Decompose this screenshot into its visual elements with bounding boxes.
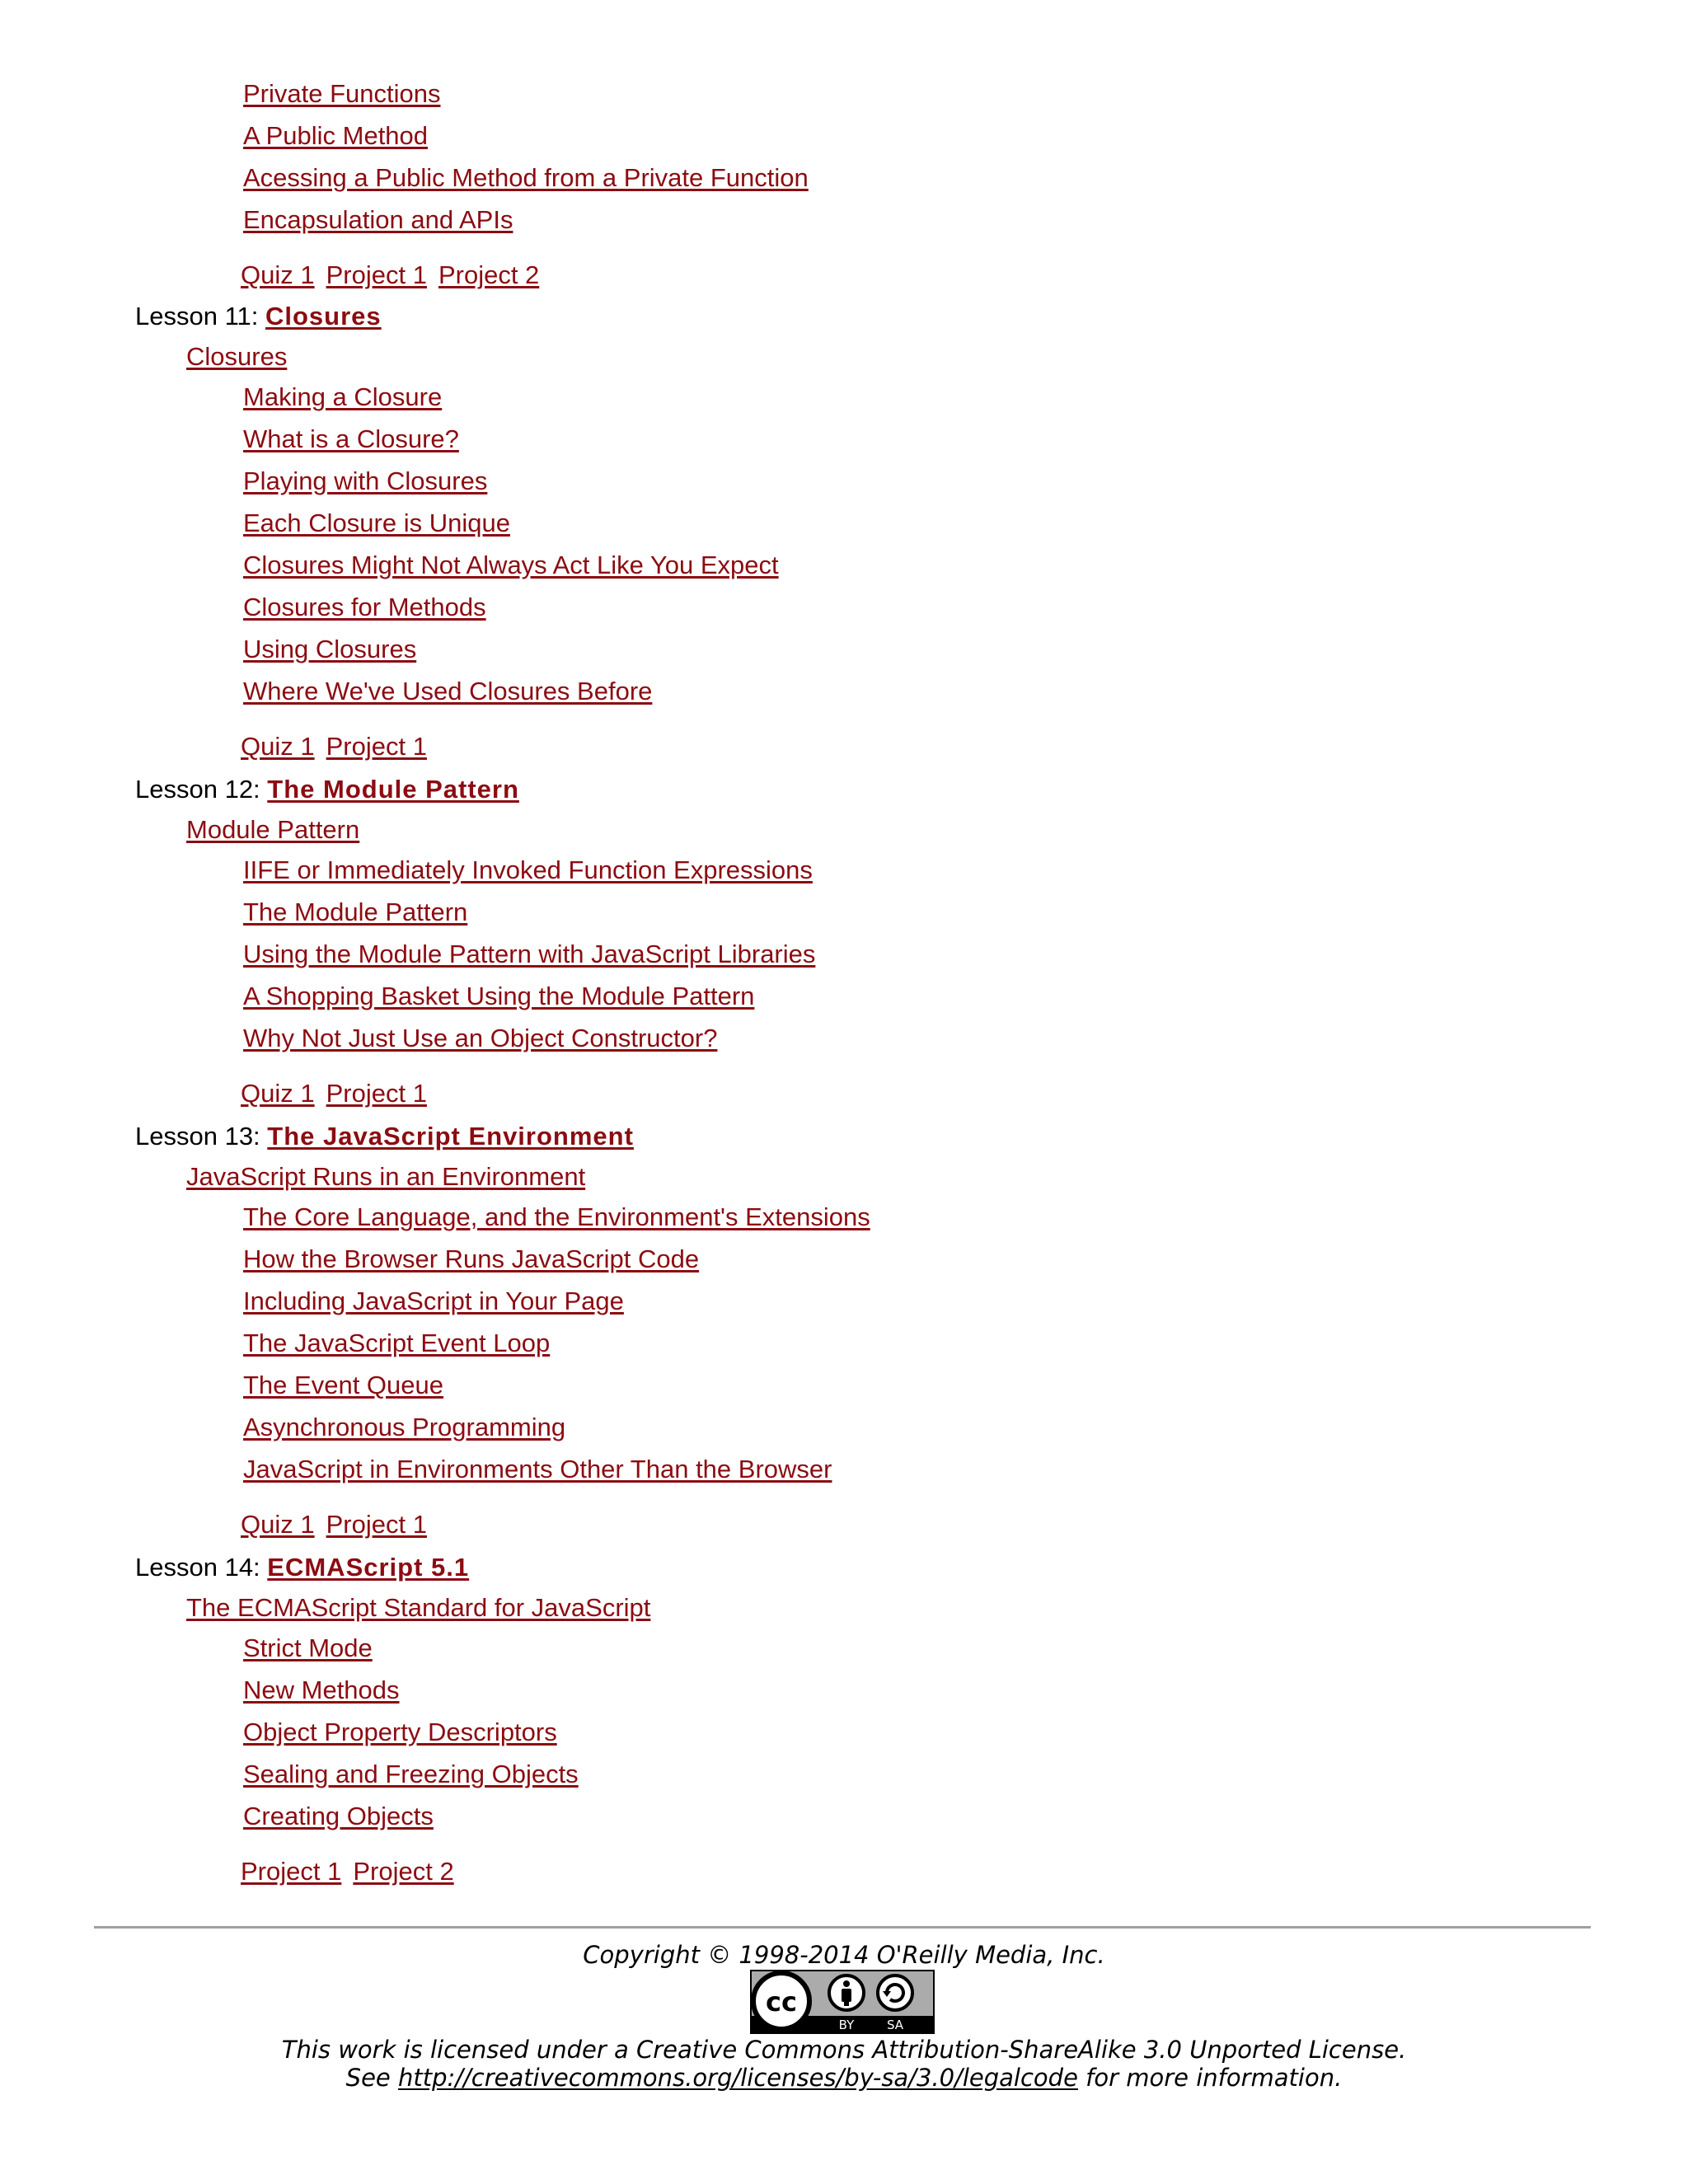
quiz-link[interactable]: Quiz 1 bbox=[241, 1079, 315, 1108]
license-line: This work is licensed under a Creative Commons Attribution-ShareAlike 3.0 Unported License. bbox=[281, 2036, 1407, 2064]
topic-link[interactable]: Why Not Just Use an Object Constructor? bbox=[243, 1024, 718, 1052]
quiz-project-links bbox=[241, 730, 438, 763]
project-link[interactable]: Project 1 bbox=[326, 732, 427, 761]
topic-link[interactable]: Creating Objects bbox=[243, 1802, 434, 1830]
topic-link[interactable]: Each Closure is Unique bbox=[243, 509, 510, 537]
license-see-line bbox=[0, 2064, 1688, 2092]
project-link[interactable]: Project 1 bbox=[241, 1857, 342, 1886]
quiz-project-links bbox=[241, 259, 551, 292]
lesson-title-link[interactable]: ECMAScript 5.1 bbox=[267, 1553, 470, 1582]
copyright-notice: Copyright © 1998-2014 O'Reilly Media, Inc. bbox=[583, 1941, 1105, 1969]
topic-link[interactable]: The Core Language, and the Environment's Extensions bbox=[243, 1202, 870, 1231]
topic-link[interactable]: Closures for Methods bbox=[243, 593, 486, 621]
sa-label: SA bbox=[886, 2018, 904, 2032]
license-url-link[interactable]: http://creativecommons.org/licenses/by-sa/3.0/legalcode bbox=[397, 2064, 1078, 2092]
quiz-link[interactable]: Quiz 1 bbox=[241, 1510, 315, 1539]
lesson-heading bbox=[135, 1551, 469, 1584]
lesson-heading bbox=[135, 773, 519, 806]
lesson-label: Lesson 13: bbox=[135, 1122, 260, 1151]
topic-link[interactable]: Making a Closure bbox=[243, 382, 443, 411]
topic-link[interactable]: A Shopping Basket Using the Module Pattern bbox=[243, 982, 755, 1010]
quiz-project-links bbox=[241, 1855, 466, 1888]
topic-link[interactable]: Sealing and Freezing Objects bbox=[243, 1760, 579, 1788]
topic-link[interactable]: How the Browser Runs JavaScript Code bbox=[243, 1244, 700, 1273]
section-link[interactable]: The ECMAScript Standard for JavaScript bbox=[186, 1593, 651, 1622]
topic-link[interactable]: New Methods bbox=[243, 1675, 400, 1704]
project-link[interactable]: Project 1 bbox=[326, 1079, 427, 1108]
topic-link[interactable]: Encapsulation and APIs bbox=[243, 205, 513, 234]
lesson-heading bbox=[135, 300, 382, 333]
license-notice bbox=[0, 2036, 1688, 2092]
cc-icon-mark: cc bbox=[766, 1986, 797, 2018]
topic-link[interactable]: Private Functions bbox=[243, 79, 441, 108]
project-link[interactable]: Project 1 bbox=[326, 260, 427, 289]
quiz-link[interactable]: Quiz 1 bbox=[241, 732, 315, 761]
topic-link[interactable]: The Event Queue bbox=[243, 1371, 443, 1399]
share-alike-icon bbox=[878, 1975, 912, 2010]
topic-link[interactable]: Where We've Used Closures Before bbox=[243, 677, 653, 705]
topic-link[interactable]: Strict Mode bbox=[243, 1633, 373, 1662]
section-link[interactable]: Closures bbox=[186, 342, 288, 371]
cc-by-sa-license-badge[interactable] bbox=[750, 1970, 935, 2034]
lesson-label: Lesson 14: bbox=[135, 1553, 260, 1582]
topic-link[interactable]: What is a Closure? bbox=[243, 424, 459, 453]
topic-link[interactable]: The JavaScript Event Loop bbox=[243, 1329, 551, 1357]
topic-link[interactable]: A Public Method bbox=[243, 121, 429, 150]
footer-divider bbox=[94, 1926, 1591, 1929]
lesson-title-link[interactable]: Closures bbox=[265, 302, 382, 330]
topic-link[interactable]: Playing with Closures bbox=[243, 466, 488, 495]
topic-link[interactable]: IIFE or Immediately Invoked Function Expressions bbox=[243, 855, 813, 884]
topic-link[interactable]: JavaScript in Environments Other Than the Browser bbox=[243, 1455, 832, 1483]
topic-link[interactable]: Using the Module Pattern with JavaScript Libraries bbox=[243, 940, 816, 968]
project-link[interactable]: Project 2 bbox=[353, 1857, 454, 1886]
section-link[interactable]: Module Pattern bbox=[186, 815, 360, 844]
topic-link[interactable]: Using Closures bbox=[243, 635, 417, 663]
topic-link[interactable]: Acessing a Public Method from a Private Function bbox=[243, 163, 809, 192]
quiz-project-links bbox=[241, 1077, 438, 1110]
license-see-label: See bbox=[345, 2064, 391, 2092]
lesson-title-link[interactable]: The Module Pattern bbox=[267, 775, 519, 804]
lesson-title-link[interactable]: The JavaScript Environment bbox=[267, 1122, 634, 1151]
lesson-label: Lesson 11: bbox=[135, 302, 259, 330]
topic-link[interactable]: Including JavaScript in Your Page bbox=[243, 1286, 624, 1315]
project-link[interactable]: Project 2 bbox=[438, 260, 540, 289]
topic-link[interactable]: The Module Pattern bbox=[243, 898, 468, 926]
topic-link[interactable]: Object Property Descriptors bbox=[243, 1718, 557, 1746]
quiz-link[interactable]: Quiz 1 bbox=[241, 260, 315, 289]
lesson-label: Lesson 12: bbox=[135, 775, 260, 804]
lesson-heading bbox=[135, 1120, 634, 1153]
quiz-project-links bbox=[241, 1508, 438, 1541]
topic-link[interactable]: Closures Might Not Always Act Like You Expect bbox=[243, 551, 779, 579]
section-link[interactable]: JavaScript Runs in an Environment bbox=[186, 1162, 586, 1191]
license-more-label: for more information. bbox=[1085, 2064, 1343, 2092]
topic-link[interactable]: Asynchronous Programming bbox=[243, 1413, 566, 1441]
project-link[interactable]: Project 1 bbox=[326, 1510, 427, 1539]
by-label: BY bbox=[838, 2018, 855, 2032]
